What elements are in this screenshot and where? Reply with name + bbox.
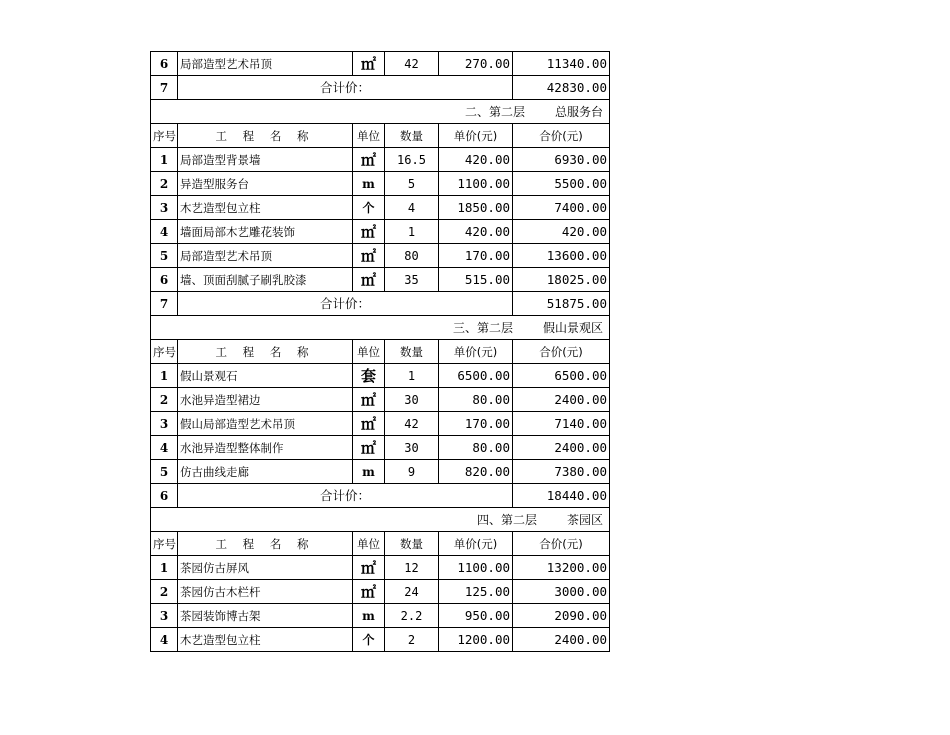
item-unit[interactable]: m: [353, 172, 385, 196]
subtotal-value[interactable]: 18440.00: [513, 484, 610, 508]
item-unit[interactable]: 套: [353, 364, 385, 388]
item-unit[interactable]: 个: [353, 628, 385, 652]
item-unit[interactable]: ㎡: [353, 148, 385, 172]
header-unit[interactable]: 单位: [353, 124, 385, 148]
item-name[interactable]: 水池异造型裙边: [178, 388, 353, 412]
item-unit[interactable]: m: [353, 604, 385, 628]
item-total[interactable]: 7380.00: [513, 460, 610, 484]
table-row: [151, 436, 610, 460]
item-unit[interactable]: ㎡: [353, 52, 385, 76]
item-total[interactable]: 2090.00: [513, 604, 610, 628]
item-total[interactable]: 2400.00: [513, 388, 610, 412]
header-unit-price[interactable]: 单价(元): [439, 340, 513, 364]
item-name[interactable]: 局部造型艺术吊顶: [178, 52, 353, 76]
item-name[interactable]: 水池异造型整体制作: [178, 436, 353, 460]
subtotal-row: [151, 76, 610, 100]
item-quantity[interactable]: 35: [385, 268, 439, 292]
item-total[interactable]: 7140.00: [513, 412, 610, 436]
item-unit-price[interactable]: 125.00: [439, 580, 513, 604]
row-number[interactable]: 2: [151, 580, 178, 604]
table-row: [151, 52, 610, 76]
subtotal-value[interactable]: 51875.00: [513, 292, 610, 316]
row-number[interactable]: 1: [151, 364, 178, 388]
header-number[interactable]: 序号: [151, 532, 178, 556]
item-unit-price[interactable]: 170.00: [439, 412, 513, 436]
row-number[interactable]: 3: [151, 412, 178, 436]
item-quantity[interactable]: 30: [385, 388, 439, 412]
row-number[interactable]: 4: [151, 436, 178, 460]
item-quantity[interactable]: 42: [385, 412, 439, 436]
item-total[interactable]: 5500.00: [513, 172, 610, 196]
subtotal-row: [151, 292, 610, 316]
item-total[interactable]: 6500.00: [513, 364, 610, 388]
item-name[interactable]: 异造型服务台: [178, 172, 353, 196]
section-heading-cell[interactable]: [151, 100, 610, 124]
header-name[interactable]: 工 程 名 称: [178, 532, 353, 556]
item-total[interactable]: 2400.00: [513, 628, 610, 652]
row-number[interactable]: 1: [151, 148, 178, 172]
table-row: [151, 196, 610, 220]
section-heading: 四、第二层: [476, 512, 537, 527]
header-row: [151, 340, 610, 364]
section-area: 总服务台: [554, 104, 603, 119]
row-number[interactable]: 2: [151, 172, 178, 196]
item-name[interactable]: 茶园装饰博古架: [178, 604, 353, 628]
table-row: [151, 556, 610, 580]
item-name[interactable]: 木艺造型包立柱: [178, 628, 353, 652]
table-row: [151, 220, 610, 244]
row-number[interactable]: 7: [151, 292, 178, 316]
item-unit-price[interactable]: 6500.00: [439, 364, 513, 388]
table-row: [151, 628, 610, 652]
row-number[interactable]: 1: [151, 556, 178, 580]
table-row: [151, 172, 610, 196]
subtotal-value[interactable]: 42830.00: [513, 76, 610, 100]
row-number[interactable]: 3: [151, 196, 178, 220]
row-number[interactable]: 6: [151, 484, 178, 508]
item-unit-price[interactable]: 420.00: [439, 220, 513, 244]
section-heading-cell[interactable]: [151, 508, 610, 532]
item-total[interactable]: 6930.00: [513, 148, 610, 172]
item-quantity[interactable]: 4: [385, 196, 439, 220]
item-total[interactable]: 11340.00: [513, 52, 610, 76]
item-name[interactable]: 假山景观石: [178, 364, 353, 388]
header-name[interactable]: 工 程 名 称: [178, 124, 353, 148]
item-unit-price[interactable]: 270.00: [439, 52, 513, 76]
table-row: [151, 148, 610, 172]
header-total[interactable]: 合价(元): [513, 340, 610, 364]
item-unit-price[interactable]: 820.00: [439, 460, 513, 484]
header-unit-price[interactable]: 单价(元): [439, 124, 513, 148]
header-unit[interactable]: 单位: [353, 532, 385, 556]
item-unit-price[interactable]: 1200.00: [439, 628, 513, 652]
item-unit-price[interactable]: 1850.00: [439, 196, 513, 220]
header-quantity[interactable]: 数量: [385, 532, 439, 556]
table-row: [151, 460, 610, 484]
item-name[interactable]: 局部造型背景墙: [178, 148, 353, 172]
table-row: [151, 412, 610, 436]
item-total[interactable]: 420.00: [513, 220, 610, 244]
item-total[interactable]: 13200.00: [513, 556, 610, 580]
item-quantity[interactable]: 30: [385, 436, 439, 460]
header-quantity[interactable]: 数量: [385, 340, 439, 364]
item-quantity[interactable]: 16.5: [385, 148, 439, 172]
section-heading-row: [151, 100, 610, 124]
item-unit-price[interactable]: 170.00: [439, 244, 513, 268]
item-total[interactable]: 2400.00: [513, 436, 610, 460]
row-number[interactable]: 4: [151, 220, 178, 244]
section-area: 茶园区: [566, 512, 603, 527]
item-unit[interactable]: ㎡: [353, 436, 385, 460]
table-row: [151, 268, 610, 292]
item-quantity[interactable]: 1: [385, 364, 439, 388]
table-row: [151, 580, 610, 604]
table-row: [151, 364, 610, 388]
item-name[interactable]: 仿古曲线走廊: [178, 460, 353, 484]
table-row: [151, 604, 610, 628]
section-heading-row: [151, 316, 610, 340]
item-unit[interactable]: ㎡: [353, 220, 385, 244]
item-unit[interactable]: m: [353, 460, 385, 484]
section-heading-row: [151, 508, 610, 532]
item-quantity[interactable]: 12: [385, 556, 439, 580]
item-total[interactable]: 7400.00: [513, 196, 610, 220]
subtotal-row: [151, 484, 610, 508]
row-number[interactable]: 5: [151, 244, 178, 268]
item-quantity[interactable]: 2.2: [385, 604, 439, 628]
row-number[interactable]: 7: [151, 76, 178, 100]
item-unit-price[interactable]: 1100.00: [439, 556, 513, 580]
section-area: 假山景观区: [542, 320, 603, 335]
item-unit-price[interactable]: 515.00: [439, 268, 513, 292]
header-unit-price[interactable]: 单价(元): [439, 532, 513, 556]
header-total[interactable]: 合价(元): [513, 532, 610, 556]
item-unit-price[interactable]: 80.00: [439, 388, 513, 412]
header-number[interactable]: 序号: [151, 340, 178, 364]
item-unit[interactable]: ㎡: [353, 412, 385, 436]
item-unit-price[interactable]: 420.00: [439, 148, 513, 172]
item-total[interactable]: 13600.00: [513, 244, 610, 268]
table-row: [151, 388, 610, 412]
budget-sheet: [150, 51, 610, 652]
item-unit-price[interactable]: 950.00: [439, 604, 513, 628]
subtotal-label[interactable]: 合计价：: [178, 292, 513, 316]
header-number[interactable]: 序号: [151, 124, 178, 148]
section-heading: 二、第二层: [464, 104, 525, 119]
row-number[interactable]: 3: [151, 604, 178, 628]
item-quantity[interactable]: 9: [385, 460, 439, 484]
item-unit-price[interactable]: 1100.00: [439, 172, 513, 196]
item-name[interactable]: 局部造型艺术吊顶: [178, 244, 353, 268]
item-quantity[interactable]: 5: [385, 172, 439, 196]
item-quantity[interactable]: 80: [385, 244, 439, 268]
item-unit[interactable]: ㎡: [353, 244, 385, 268]
quotation-table: [150, 51, 610, 652]
row-number[interactable]: 5: [151, 460, 178, 484]
row-number[interactable]: 6: [151, 52, 178, 76]
item-total[interactable]: 3000.00: [513, 580, 610, 604]
header-row: [151, 124, 610, 148]
item-quantity[interactable]: 24: [385, 580, 439, 604]
header-unit[interactable]: 单位: [353, 340, 385, 364]
item-name[interactable]: 茶园仿古屏风: [178, 556, 353, 580]
header-total[interactable]: 合价(元): [513, 124, 610, 148]
subtotal-label[interactable]: 合计价：: [178, 484, 513, 508]
item-quantity[interactable]: 42: [385, 52, 439, 76]
item-name[interactable]: 墙面局部木艺雕花装饰: [178, 220, 353, 244]
item-unit[interactable]: ㎡: [353, 388, 385, 412]
item-total[interactable]: 18025.00: [513, 268, 610, 292]
item-unit[interactable]: ㎡: [353, 268, 385, 292]
section-heading-cell[interactable]: [151, 316, 610, 340]
item-name[interactable]: 茶园仿古木栏杆: [178, 580, 353, 604]
header-name[interactable]: 工 程 名 称: [178, 340, 353, 364]
item-name[interactable]: 木艺造型包立柱: [178, 196, 353, 220]
header-row: [151, 532, 610, 556]
item-unit[interactable]: ㎡: [353, 556, 385, 580]
row-number[interactable]: 4: [151, 628, 178, 652]
item-unit-price[interactable]: 80.00: [439, 436, 513, 460]
table-row: [151, 244, 610, 268]
row-number[interactable]: 2: [151, 388, 178, 412]
header-quantity[interactable]: 数量: [385, 124, 439, 148]
item-unit[interactable]: 个: [353, 196, 385, 220]
item-unit[interactable]: ㎡: [353, 580, 385, 604]
row-number[interactable]: 6: [151, 268, 178, 292]
item-name[interactable]: 假山局部造型艺术吊顶: [178, 412, 353, 436]
item-quantity[interactable]: 1: [385, 220, 439, 244]
subtotal-label[interactable]: 合计价：: [178, 76, 513, 100]
item-quantity[interactable]: 2: [385, 628, 439, 652]
item-name[interactable]: 墙、顶面刮腻子刷乳胶漆: [178, 268, 353, 292]
section-heading: 三、第二层: [452, 320, 513, 335]
